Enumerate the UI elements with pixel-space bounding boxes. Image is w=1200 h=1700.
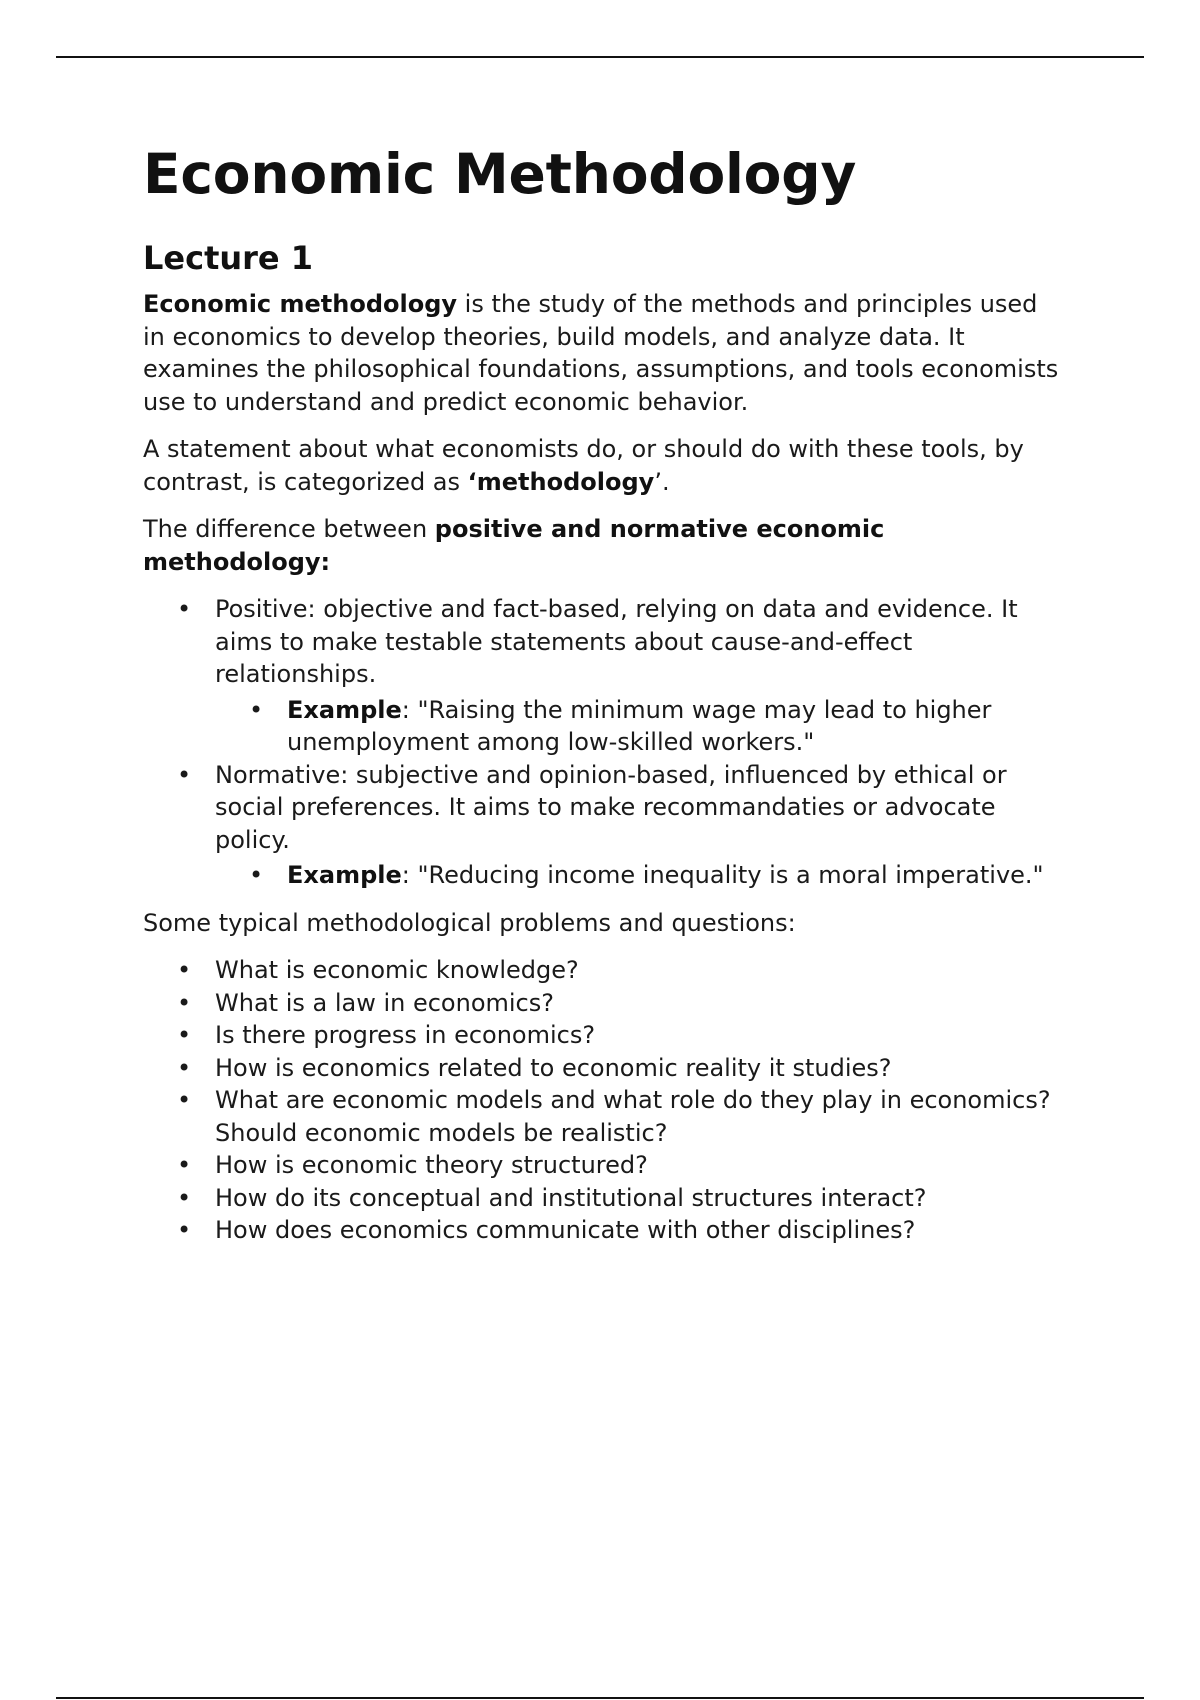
questions-list <box>143 954 1063 1247</box>
normative-example-list <box>215 859 1063 892</box>
positive-example-list <box>215 694 1063 759</box>
document-title: Economic Methodology <box>143 142 857 206</box>
top-rule <box>56 56 1144 58</box>
list-item: • What is economic knowledge? <box>215 954 1063 987</box>
list-item: • What are economic models and what role do they play in economics? Should economic models be realistic? <box>215 1084 1063 1149</box>
statement-paragraph <box>143 433 1063 498</box>
difference-paragraph <box>143 513 1063 578</box>
list-item-normative-example <box>287 859 1063 892</box>
list-item-positive-example <box>287 694 1063 759</box>
list-item-normative <box>215 759 1063 892</box>
list-item: • How do its conceptual and institutional structures interact? <box>215 1182 1063 1215</box>
intro-text: is the study of the methods and principles used in economics to develop theories, build models, and analyze data. It examines the philosophical foundations, assumptions, and tools economists use to understand and predict economic behavior. <box>143 290 1059 416</box>
intro-paragraph <box>143 288 1063 418</box>
normative-text: Normative: subjective and opinion-based, influenced by ethical or social preferences. It aims to make recommandaties or advocate policy. <box>215 760 1007 854</box>
list-item: • How does economics communicate with other disciplines? <box>215 1214 1063 1247</box>
list-item-positive <box>215 593 1063 759</box>
problems-intro: Some typical methodological problems and questions: <box>143 908 796 937</box>
bottom-rule <box>56 1697 1144 1699</box>
list-item: • Is there progress in economics? <box>215 1019 1063 1052</box>
lecture-heading: Lecture 1 <box>143 239 314 277</box>
example-label: Example <box>287 695 402 724</box>
example-text: : "Reducing income inequality is a moral imperative." <box>401 861 1044 889</box>
difference-term: positive and normative economic methodology: <box>143 515 885 576</box>
types-list <box>143 593 1063 892</box>
statement-term: ‘methodology <box>467 467 655 496</box>
statement-text: A statement about what economists do, or should do with these tools, by contrast, is categorized as <box>143 435 1024 496</box>
difference-text: The difference between <box>143 515 435 543</box>
statement-end: ’. <box>654 467 670 496</box>
list-item: • What is a law in economics? <box>215 987 1063 1020</box>
example-text: : "Raising the minimum wage may lead to higher unemployment among low-skilled workers." <box>287 695 992 756</box>
example-label: Example <box>287 861 402 889</box>
positive-text: Positive: objective and fact-based, relying on data and evidence. It aims to make testable statements about cause-and-effect relationships. <box>215 595 1018 688</box>
list-item: • How is economic theory structured? <box>215 1149 1063 1182</box>
document-body <box>143 138 1063 1247</box>
intro-term: Economic methodology <box>143 290 458 318</box>
list-item: • How is economics related to economic reality it studies? <box>215 1052 1063 1085</box>
